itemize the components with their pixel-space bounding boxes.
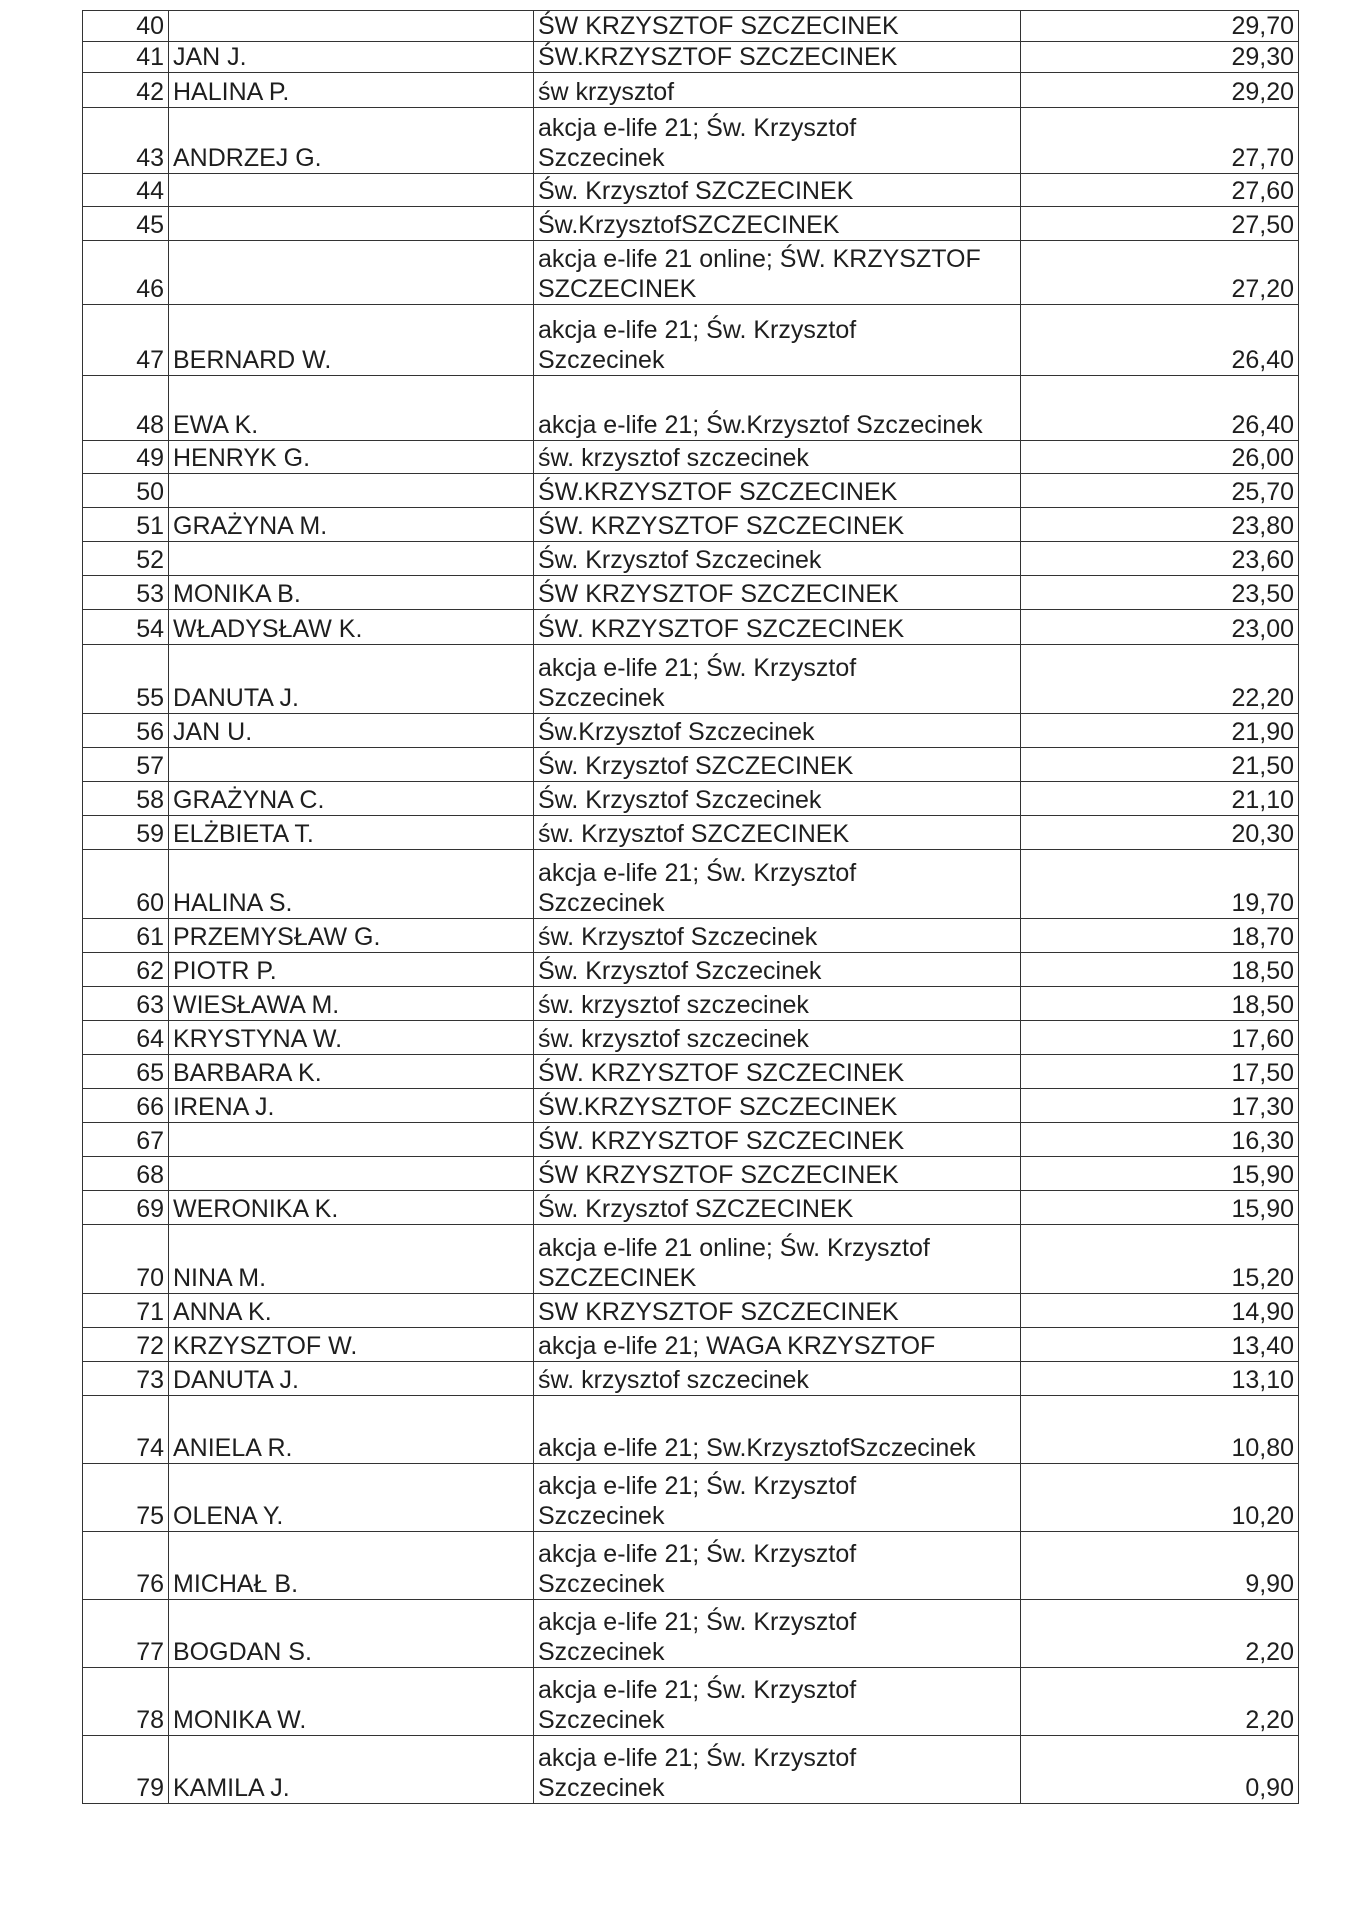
participant-value: 23,00 (1021, 610, 1299, 645)
row-number: 49 (83, 441, 169, 474)
row-number: 45 (83, 207, 169, 241)
participant-value: 23,80 (1021, 508, 1299, 542)
participant-value: 14,90 (1021, 1294, 1299, 1328)
table-row (83, 1089, 1299, 1123)
participant-location: św. krzysztof szczecinek (534, 441, 1021, 474)
row-number: 58 (83, 782, 169, 816)
participant-value: 10,20 (1021, 1464, 1299, 1532)
table-row (83, 1600, 1299, 1668)
participant-value: 19,70 (1021, 850, 1299, 919)
participant-name: ANNA K. (169, 1294, 534, 1328)
participant-name: HALINA S. (169, 850, 534, 919)
participant-location: akcja e-life 21; Św. Krzysztof Szczecinek (534, 305, 1021, 376)
table-row (83, 850, 1299, 919)
row-number: 53 (83, 576, 169, 610)
participant-value: 23,50 (1021, 576, 1299, 610)
participant-location: akcja e-life 21; WAGA KRZYSZTOF (534, 1328, 1021, 1362)
participant-location: Św. Krzysztof Szczecinek (534, 953, 1021, 987)
participant-location: akcja e-life 21; Św. Krzysztof Szczecinek (534, 1464, 1021, 1532)
participant-name: BARBARA K. (169, 1055, 534, 1089)
participant-value: 18,50 (1021, 987, 1299, 1021)
row-number: 73 (83, 1362, 169, 1396)
participant-location: ŚW.KRZYSZTOF SZCZECINEK (534, 42, 1021, 73)
participant-location: akcja e-life 21; Św. Krzysztof Szczecinek (534, 645, 1021, 714)
participant-name: HENRYK G. (169, 441, 534, 474)
participant-location: ŚW KRZYSZTOF SZCZECINEK (534, 1157, 1021, 1191)
participant-location: św. Krzysztof Szczecinek (534, 919, 1021, 953)
participant-value: 13,40 (1021, 1328, 1299, 1362)
table-row (83, 1396, 1299, 1464)
participant-location: ŚW. KRZYSZTOF SZCZECINEK (534, 1123, 1021, 1157)
row-number: 42 (83, 73, 169, 108)
row-number: 71 (83, 1294, 169, 1328)
participant-name: KRYSTYNA W. (169, 1021, 534, 1055)
participant-value: 2,20 (1021, 1600, 1299, 1668)
participant-value: 29,30 (1021, 42, 1299, 73)
participant-location: akcja e-life 21; Św. Krzysztof Szczecinek (534, 1736, 1021, 1804)
row-number: 72 (83, 1328, 169, 1362)
participant-location: św. krzysztof szczecinek (534, 1021, 1021, 1055)
row-number: 66 (83, 1089, 169, 1123)
table-row (83, 1157, 1299, 1191)
participant-name: WŁADYSŁAW K. (169, 610, 534, 645)
row-number: 40 (83, 11, 169, 42)
participant-name: PIOTR P. (169, 953, 534, 987)
table-row (83, 73, 1299, 108)
table-row (83, 376, 1299, 441)
row-number: 46 (83, 241, 169, 305)
table-row (83, 174, 1299, 207)
participant-name: OLENA Y. (169, 1464, 534, 1532)
participant-value: 17,30 (1021, 1089, 1299, 1123)
participant-name: JAN J. (169, 42, 534, 73)
participant-location: ŚW.KRZYSZTOF SZCZECINEK (534, 1089, 1021, 1123)
participant-name: GRAŻYNA M. (169, 508, 534, 542)
participant-name: MICHAŁ B. (169, 1532, 534, 1600)
table-row (83, 1532, 1299, 1600)
participant-value: 10,80 (1021, 1396, 1299, 1464)
row-number: 70 (83, 1225, 169, 1294)
table-row (83, 576, 1299, 610)
participant-location: akcja e-life 21; Sw.KrzysztofSzczecinek (534, 1396, 1021, 1464)
participant-location: Św. Krzysztof SZCZECINEK (534, 174, 1021, 207)
participant-value: 17,50 (1021, 1055, 1299, 1089)
participant-location: akcja e-life 21; Św. Krzysztof Szczecinek (534, 1600, 1021, 1668)
row-number: 43 (83, 108, 169, 174)
participant-name (169, 748, 534, 782)
row-number: 50 (83, 474, 169, 508)
participant-location: akcja e-life 21; Św. Krzysztof Szczecinek (534, 1532, 1021, 1600)
table-row (83, 1362, 1299, 1396)
table-row (83, 1021, 1299, 1055)
participant-name: WIESŁAWA M. (169, 987, 534, 1021)
row-number: 61 (83, 919, 169, 953)
participant-location: św. Krzysztof SZCZECINEK (534, 816, 1021, 850)
row-number: 79 (83, 1736, 169, 1804)
participant-name: MONIKA W. (169, 1668, 534, 1736)
participant-name: PRZEMYSŁAW G. (169, 919, 534, 953)
participant-value: 20,30 (1021, 816, 1299, 850)
participant-name (169, 1123, 534, 1157)
row-number: 69 (83, 1191, 169, 1225)
participant-value: 26,00 (1021, 441, 1299, 474)
participant-value: 2,20 (1021, 1668, 1299, 1736)
participant-name: DANUTA J. (169, 1362, 534, 1396)
participant-location: ŚW KRZYSZTOF SZCZECINEK (534, 576, 1021, 610)
participant-location: św krzysztof (534, 73, 1021, 108)
table-row (83, 241, 1299, 305)
participant-name: GRAŻYNA C. (169, 782, 534, 816)
row-number: 74 (83, 1396, 169, 1464)
participant-value: 23,60 (1021, 542, 1299, 576)
table-row (83, 1736, 1299, 1804)
participant-location: Św. Krzysztof SZCZECINEK (534, 1191, 1021, 1225)
participant-location: Św.KrzysztofSZCZECINEK (534, 207, 1021, 241)
participant-name: BOGDAN S. (169, 1600, 534, 1668)
participant-location: akcja e-life 21 online; ŚW. KRZYSZTOF SZCZECINEK (534, 241, 1021, 305)
table-row (83, 1464, 1299, 1532)
participant-location: ŚW. KRZYSZTOF SZCZECINEK (534, 610, 1021, 645)
participant-value: 21,10 (1021, 782, 1299, 816)
participant-name (169, 474, 534, 508)
participant-location: Św. Krzysztof SZCZECINEK (534, 748, 1021, 782)
participant-name (169, 11, 534, 42)
participant-value: 27,70 (1021, 108, 1299, 174)
participant-location: akcja e-life 21; Św. Krzysztof Szczecinek (534, 850, 1021, 919)
row-number: 68 (83, 1157, 169, 1191)
participant-location: ŚW.KRZYSZTOF SZCZECINEK (534, 474, 1021, 508)
participant-value: 27,50 (1021, 207, 1299, 241)
table-row (83, 610, 1299, 645)
row-number: 41 (83, 42, 169, 73)
participant-name: HALINA P. (169, 73, 534, 108)
participant-value: 15,90 (1021, 1191, 1299, 1225)
participant-value: 21,90 (1021, 714, 1299, 748)
participant-value: 17,60 (1021, 1021, 1299, 1055)
table-row (83, 1328, 1299, 1362)
row-number: 55 (83, 645, 169, 714)
participant-location: ŚW KRZYSZTOF SZCZECINEK (534, 11, 1021, 42)
participant-name (169, 207, 534, 241)
table-row (83, 987, 1299, 1021)
participant-value: 9,90 (1021, 1532, 1299, 1600)
table-row (83, 748, 1299, 782)
table-row (83, 645, 1299, 714)
participant-name: ELŻBIETA T. (169, 816, 534, 850)
table-row (83, 816, 1299, 850)
participant-name: EWA K. (169, 376, 534, 441)
participant-name: ANDRZEJ G. (169, 108, 534, 174)
table-row (83, 1191, 1299, 1225)
table-row (83, 11, 1299, 42)
participant-location: akcja e-life 21; Św.Krzysztof Szczecinek (534, 376, 1021, 441)
participant-location: akcja e-life 21; Św. Krzysztof Szczecinek (534, 1668, 1021, 1736)
row-number: 60 (83, 850, 169, 919)
row-number: 67 (83, 1123, 169, 1157)
table-row (83, 207, 1299, 241)
table-row (83, 42, 1299, 73)
participant-value: 22,20 (1021, 645, 1299, 714)
row-number: 52 (83, 542, 169, 576)
participant-location: akcja e-life 21; Św. Krzysztof Szczecinek (534, 108, 1021, 174)
participant-name: MONIKA B. (169, 576, 534, 610)
table-row (83, 305, 1299, 376)
participant-value: 21,50 (1021, 748, 1299, 782)
row-number: 78 (83, 1668, 169, 1736)
participant-value: 27,20 (1021, 241, 1299, 305)
row-number: 44 (83, 174, 169, 207)
participant-name (169, 542, 534, 576)
participant-value: 13,10 (1021, 1362, 1299, 1396)
row-number: 75 (83, 1464, 169, 1532)
participant-value: 25,70 (1021, 474, 1299, 508)
participant-value: 18,70 (1021, 919, 1299, 953)
participant-value: 18,50 (1021, 953, 1299, 987)
table-row (83, 474, 1299, 508)
participant-location: św. krzysztof szczecinek (534, 1362, 1021, 1396)
table-row (83, 714, 1299, 748)
table-row (83, 508, 1299, 542)
row-number: 77 (83, 1600, 169, 1668)
row-number: 47 (83, 305, 169, 376)
row-number: 65 (83, 1055, 169, 1089)
row-number: 59 (83, 816, 169, 850)
participant-value: 26,40 (1021, 305, 1299, 376)
results-table (82, 10, 1299, 1804)
participant-name (169, 174, 534, 207)
participant-value: 27,60 (1021, 174, 1299, 207)
participant-location: Św. Krzysztof Szczecinek (534, 542, 1021, 576)
row-number: 51 (83, 508, 169, 542)
participant-value: 15,20 (1021, 1225, 1299, 1294)
participant-name: KRZYSZTOF W. (169, 1328, 534, 1362)
participant-name: ANIELA R. (169, 1396, 534, 1464)
participant-value: 29,20 (1021, 73, 1299, 108)
table-row (83, 441, 1299, 474)
table-row (83, 919, 1299, 953)
row-number: 64 (83, 1021, 169, 1055)
table-row (83, 782, 1299, 816)
row-number: 63 (83, 987, 169, 1021)
table-row (83, 108, 1299, 174)
table-row (83, 1055, 1299, 1089)
participant-value: 26,40 (1021, 376, 1299, 441)
participant-name (169, 241, 534, 305)
row-number: 57 (83, 748, 169, 782)
participant-name: WERONIKA K. (169, 1191, 534, 1225)
participant-location: ŚW. KRZYSZTOF SZCZECINEK (534, 1055, 1021, 1089)
participant-name: JAN U. (169, 714, 534, 748)
participant-location: SW KRZYSZTOF SZCZECINEK (534, 1294, 1021, 1328)
participant-location: ŚW. KRZYSZTOF SZCZECINEK (534, 508, 1021, 542)
participant-name (169, 1157, 534, 1191)
table-row (83, 953, 1299, 987)
participant-value: 15,90 (1021, 1157, 1299, 1191)
table-row (83, 1668, 1299, 1736)
participant-location: Św. Krzysztof Szczecinek (534, 782, 1021, 816)
participant-location: św. krzysztof szczecinek (534, 987, 1021, 1021)
participant-name: DANUTA J. (169, 645, 534, 714)
participant-name: KAMILA J. (169, 1736, 534, 1804)
row-number: 54 (83, 610, 169, 645)
table-row (83, 1294, 1299, 1328)
participant-value: 0,90 (1021, 1736, 1299, 1804)
participant-value: 29,70 (1021, 11, 1299, 42)
participant-name: BERNARD W. (169, 305, 534, 376)
participant-location: Św.Krzysztof Szczecinek (534, 714, 1021, 748)
participant-name: IRENA J. (169, 1089, 534, 1123)
table-row (83, 1123, 1299, 1157)
participant-location: akcja e-life 21 online; Św. Krzysztof SZCZECINEK (534, 1225, 1021, 1294)
row-number: 62 (83, 953, 169, 987)
row-number: 76 (83, 1532, 169, 1600)
row-number: 48 (83, 376, 169, 441)
row-number: 56 (83, 714, 169, 748)
results-table-body (83, 11, 1299, 1804)
participant-name: NINA M. (169, 1225, 534, 1294)
participant-value: 16,30 (1021, 1123, 1299, 1157)
table-row (83, 1225, 1299, 1294)
table-row (83, 542, 1299, 576)
